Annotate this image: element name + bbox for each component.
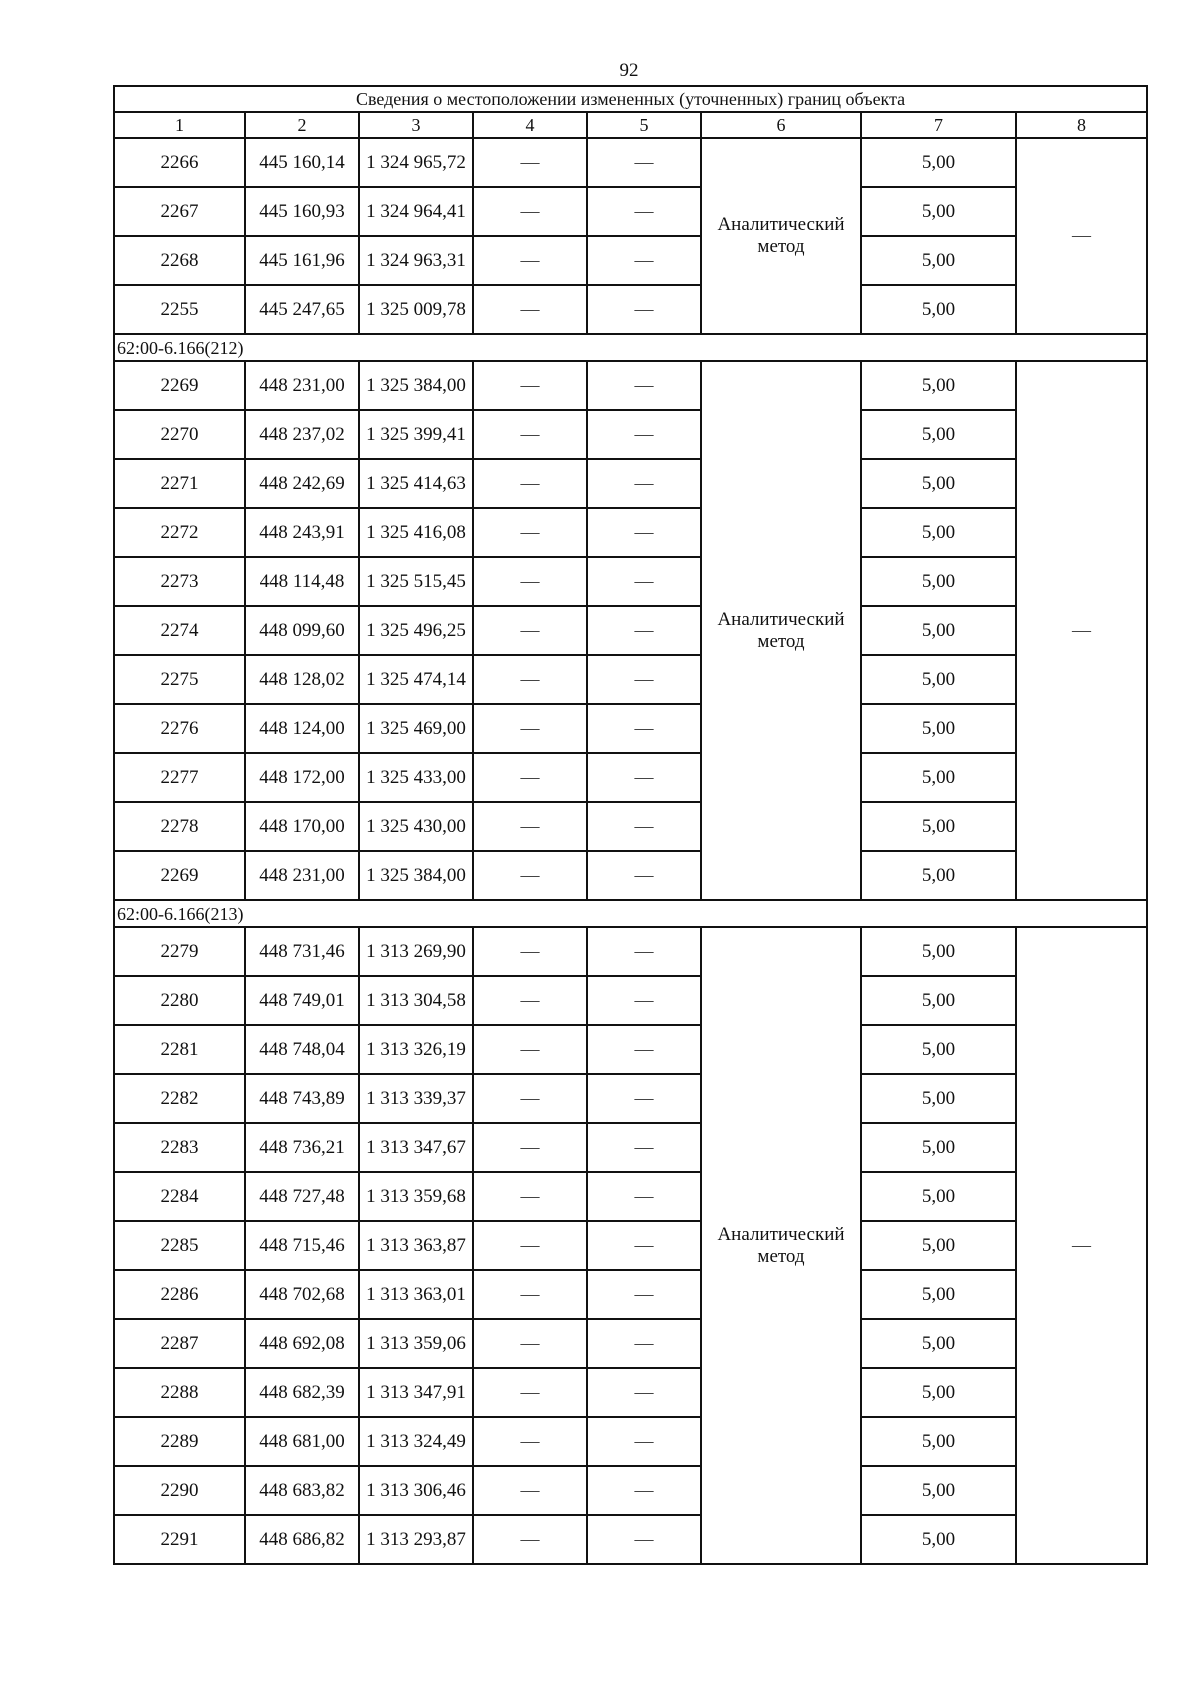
col5-value: — bbox=[587, 655, 701, 704]
table-row bbox=[114, 1123, 1147, 1172]
coord-x: 448 682,39 bbox=[245, 1368, 359, 1417]
table-row bbox=[114, 1221, 1147, 1270]
point-number: 2281 bbox=[114, 1025, 245, 1074]
point-number: 2287 bbox=[114, 1319, 245, 1368]
table-row bbox=[114, 138, 1147, 187]
col5-value: — bbox=[587, 1270, 701, 1319]
point-number: 2286 bbox=[114, 1270, 245, 1319]
col5-value: — bbox=[587, 557, 701, 606]
col4-value: — bbox=[473, 704, 587, 753]
col5-value: — bbox=[587, 606, 701, 655]
coord-x: 448 727,48 bbox=[245, 1172, 359, 1221]
accuracy-value: 5,00 bbox=[861, 1417, 1016, 1466]
table-row bbox=[114, 557, 1147, 606]
col5-value: — bbox=[587, 1172, 701, 1221]
col5-value: — bbox=[587, 1319, 701, 1368]
point-number: 2289 bbox=[114, 1417, 245, 1466]
col5-value: — bbox=[587, 138, 701, 187]
coord-y: 1 313 347,67 bbox=[359, 1123, 473, 1172]
col4-value: — bbox=[473, 459, 587, 508]
point-number: 2277 bbox=[114, 753, 245, 802]
coord-x: 448 237,02 bbox=[245, 410, 359, 459]
accuracy-value: 5,00 bbox=[861, 802, 1016, 851]
coord-x: 448 743,89 bbox=[245, 1074, 359, 1123]
col5-value: — bbox=[587, 851, 701, 900]
point-number: 2270 bbox=[114, 410, 245, 459]
boundary-coordinates-table bbox=[113, 85, 1148, 1565]
accuracy-value: 5,00 bbox=[861, 1270, 1016, 1319]
col4-value: — bbox=[473, 1515, 587, 1564]
accuracy-value: 5,00 bbox=[861, 285, 1016, 334]
col4-value: — bbox=[473, 1074, 587, 1123]
table-body bbox=[114, 86, 1147, 1564]
col5-value: — bbox=[587, 1515, 701, 1564]
coord-x: 448 231,00 bbox=[245, 851, 359, 900]
table-row bbox=[114, 1025, 1147, 1074]
col5-value: — bbox=[587, 459, 701, 508]
table-row bbox=[114, 361, 1147, 410]
table-row bbox=[114, 1466, 1147, 1515]
coord-y: 1 325 496,25 bbox=[359, 606, 473, 655]
col4-value: — bbox=[473, 236, 587, 285]
coord-y: 1 313 306,46 bbox=[359, 1466, 473, 1515]
col5-value: — bbox=[587, 1368, 701, 1417]
coord-y: 1 313 339,37 bbox=[359, 1074, 473, 1123]
section-header-row bbox=[114, 334, 1147, 361]
point-number: 2276 bbox=[114, 704, 245, 753]
table-row bbox=[114, 285, 1147, 334]
accuracy-value: 5,00 bbox=[861, 138, 1016, 187]
column-number: 2 bbox=[245, 112, 359, 138]
accuracy-value: 5,00 bbox=[861, 1123, 1016, 1172]
col4-value: — bbox=[473, 1172, 587, 1221]
point-number: 2272 bbox=[114, 508, 245, 557]
coord-y: 1 324 963,31 bbox=[359, 236, 473, 285]
accuracy-value: 5,00 bbox=[861, 753, 1016, 802]
col4-value: — bbox=[473, 851, 587, 900]
col5-value: — bbox=[587, 1074, 701, 1123]
accuracy-value: 5,00 bbox=[861, 606, 1016, 655]
accuracy-value: 5,00 bbox=[861, 1074, 1016, 1123]
table-row bbox=[114, 655, 1147, 704]
column-number: 3 bbox=[359, 112, 473, 138]
accuracy-value: 5,00 bbox=[861, 459, 1016, 508]
accuracy-value: 5,00 bbox=[861, 410, 1016, 459]
coord-y: 1 313 363,01 bbox=[359, 1270, 473, 1319]
col4-value: — bbox=[473, 187, 587, 236]
coord-y: 1 324 965,72 bbox=[359, 138, 473, 187]
accuracy-value: 5,00 bbox=[861, 557, 1016, 606]
point-number: 2269 bbox=[114, 361, 245, 410]
col4-value: — bbox=[473, 927, 587, 976]
table-row bbox=[114, 236, 1147, 285]
col4-value: — bbox=[473, 508, 587, 557]
table-row bbox=[114, 410, 1147, 459]
point-number: 2255 bbox=[114, 285, 245, 334]
col5-value: — bbox=[587, 1123, 701, 1172]
table-row bbox=[114, 1074, 1147, 1123]
coord-x: 445 161,96 bbox=[245, 236, 359, 285]
accuracy-value: 5,00 bbox=[861, 1025, 1016, 1074]
column-number-row bbox=[114, 112, 1147, 138]
col4-value: — bbox=[473, 285, 587, 334]
table-row bbox=[114, 802, 1147, 851]
column-number: 8 bbox=[1016, 112, 1147, 138]
table-row bbox=[114, 459, 1147, 508]
accuracy-value: 5,00 bbox=[861, 361, 1016, 410]
column-number: 7 bbox=[861, 112, 1016, 138]
coord-x: 448 243,91 bbox=[245, 508, 359, 557]
coord-x: 445 160,93 bbox=[245, 187, 359, 236]
table-caption-row bbox=[114, 86, 1147, 112]
coord-y: 1 325 414,63 bbox=[359, 459, 473, 508]
coord-x: 448 749,01 bbox=[245, 976, 359, 1025]
coord-y: 1 325 384,00 bbox=[359, 361, 473, 410]
coord-y: 1 325 416,08 bbox=[359, 508, 473, 557]
table-caption: Сведения о местоположении измененных (уточненных) границ объекта bbox=[114, 86, 1147, 112]
accuracy-value: 5,00 bbox=[861, 1368, 1016, 1417]
col4-value: — bbox=[473, 753, 587, 802]
coord-y: 1 325 433,00 bbox=[359, 753, 473, 802]
coord-x: 448 099,60 bbox=[245, 606, 359, 655]
point-number: 2269 bbox=[114, 851, 245, 900]
table-row bbox=[114, 1319, 1147, 1368]
table-row bbox=[114, 1172, 1147, 1221]
point-number: 2288 bbox=[114, 1368, 245, 1417]
coord-x: 448 114,48 bbox=[245, 557, 359, 606]
coord-y: 1 313 347,91 bbox=[359, 1368, 473, 1417]
point-number: 2271 bbox=[114, 459, 245, 508]
point-number: 2285 bbox=[114, 1221, 245, 1270]
coord-y: 1 313 359,06 bbox=[359, 1319, 473, 1368]
accuracy-value: 5,00 bbox=[861, 1172, 1016, 1221]
col5-value: — bbox=[587, 753, 701, 802]
col8-value: — bbox=[1016, 361, 1147, 900]
point-number: 2279 bbox=[114, 927, 245, 976]
col4-value: — bbox=[473, 1123, 587, 1172]
table-row bbox=[114, 1368, 1147, 1417]
table-row bbox=[114, 976, 1147, 1025]
coord-y: 1 313 363,87 bbox=[359, 1221, 473, 1270]
accuracy-value: 5,00 bbox=[861, 976, 1016, 1025]
accuracy-value: 5,00 bbox=[861, 1466, 1016, 1515]
coord-x: 448 731,46 bbox=[245, 927, 359, 976]
column-number: 4 bbox=[473, 112, 587, 138]
accuracy-value: 5,00 bbox=[861, 508, 1016, 557]
col4-value: — bbox=[473, 802, 587, 851]
coord-x: 448 242,69 bbox=[245, 459, 359, 508]
col4-value: — bbox=[473, 655, 587, 704]
coord-x: 448 686,82 bbox=[245, 1515, 359, 1564]
point-number: 2268 bbox=[114, 236, 245, 285]
section-header-row bbox=[114, 900, 1147, 927]
col4-value: — bbox=[473, 1270, 587, 1319]
column-number: 5 bbox=[587, 112, 701, 138]
coord-x: 448 702,68 bbox=[245, 1270, 359, 1319]
table-row bbox=[114, 606, 1147, 655]
point-number: 2284 bbox=[114, 1172, 245, 1221]
table-row bbox=[114, 1270, 1147, 1319]
col4-value: — bbox=[473, 1221, 587, 1270]
column-number: 6 bbox=[701, 112, 861, 138]
coord-y: 1 313 326,19 bbox=[359, 1025, 473, 1074]
coord-y: 1 313 304,58 bbox=[359, 976, 473, 1025]
col4-value: — bbox=[473, 1417, 587, 1466]
coord-y: 1 325 515,45 bbox=[359, 557, 473, 606]
col5-value: — bbox=[587, 802, 701, 851]
coord-x: 448 681,00 bbox=[245, 1417, 359, 1466]
coord-y: 1 313 269,90 bbox=[359, 927, 473, 976]
accuracy-value: 5,00 bbox=[861, 655, 1016, 704]
coord-y: 1 313 359,68 bbox=[359, 1172, 473, 1221]
col4-value: — bbox=[473, 1368, 587, 1417]
table-row bbox=[114, 1417, 1147, 1466]
point-number: 2266 bbox=[114, 138, 245, 187]
col5-value: — bbox=[587, 1025, 701, 1074]
col4-value: — bbox=[473, 976, 587, 1025]
coord-x: 448 748,04 bbox=[245, 1025, 359, 1074]
method-cell: Аналитический метод bbox=[701, 927, 861, 1564]
method-cell: Аналитический метод bbox=[701, 138, 861, 334]
table-row bbox=[114, 1515, 1147, 1564]
accuracy-value: 5,00 bbox=[861, 851, 1016, 900]
col4-value: — bbox=[473, 1466, 587, 1515]
col5-value: — bbox=[587, 1466, 701, 1515]
table-row bbox=[114, 927, 1147, 976]
coord-y: 1 324 964,41 bbox=[359, 187, 473, 236]
table-row bbox=[114, 704, 1147, 753]
coord-x: 448 170,00 bbox=[245, 802, 359, 851]
point-number: 2275 bbox=[114, 655, 245, 704]
accuracy-value: 5,00 bbox=[861, 1221, 1016, 1270]
point-number: 2273 bbox=[114, 557, 245, 606]
coord-y: 1 313 324,49 bbox=[359, 1417, 473, 1466]
point-number: 2283 bbox=[114, 1123, 245, 1172]
method-cell: Аналитический метод bbox=[701, 361, 861, 900]
coord-x: 448 683,82 bbox=[245, 1466, 359, 1515]
table-row bbox=[114, 851, 1147, 900]
col4-value: — bbox=[473, 606, 587, 655]
col5-value: — bbox=[587, 508, 701, 557]
col5-value: — bbox=[587, 1417, 701, 1466]
accuracy-value: 5,00 bbox=[861, 1319, 1016, 1368]
col4-value: — bbox=[473, 1319, 587, 1368]
col8-value: — bbox=[1016, 927, 1147, 1564]
col4-value: — bbox=[473, 138, 587, 187]
point-number: 2274 bbox=[114, 606, 245, 655]
table-row bbox=[114, 187, 1147, 236]
col5-value: — bbox=[587, 410, 701, 459]
accuracy-value: 5,00 bbox=[861, 1515, 1016, 1564]
section-label: 62:00-6.166(212) bbox=[114, 334, 1147, 361]
coord-x: 448 172,00 bbox=[245, 753, 359, 802]
section-label: 62:00-6.166(213) bbox=[114, 900, 1147, 927]
coord-x: 448 128,02 bbox=[245, 655, 359, 704]
point-number: 2267 bbox=[114, 187, 245, 236]
accuracy-value: 5,00 bbox=[861, 187, 1016, 236]
col5-value: — bbox=[587, 704, 701, 753]
coord-y: 1 325 474,14 bbox=[359, 655, 473, 704]
col5-value: — bbox=[587, 1221, 701, 1270]
coord-y: 1 313 293,87 bbox=[359, 1515, 473, 1564]
accuracy-value: 5,00 bbox=[861, 704, 1016, 753]
point-number: 2278 bbox=[114, 802, 245, 851]
coord-x: 448 231,00 bbox=[245, 361, 359, 410]
coord-x: 445 160,14 bbox=[245, 138, 359, 187]
accuracy-value: 5,00 bbox=[861, 927, 1016, 976]
column-number: 1 bbox=[114, 112, 245, 138]
col4-value: — bbox=[473, 1025, 587, 1074]
col4-value: — bbox=[473, 410, 587, 459]
page-number: 92 bbox=[619, 60, 639, 81]
coord-x: 448 736,21 bbox=[245, 1123, 359, 1172]
point-number: 2290 bbox=[114, 1466, 245, 1515]
coord-x: 448 715,46 bbox=[245, 1221, 359, 1270]
col5-value: — bbox=[587, 976, 701, 1025]
table-row bbox=[114, 753, 1147, 802]
coord-y: 1 325 399,41 bbox=[359, 410, 473, 459]
point-number: 2280 bbox=[114, 976, 245, 1025]
col5-value: — bbox=[587, 927, 701, 976]
table-row bbox=[114, 508, 1147, 557]
point-number: 2291 bbox=[114, 1515, 245, 1564]
coord-y: 1 325 009,78 bbox=[359, 285, 473, 334]
coord-x: 448 692,08 bbox=[245, 1319, 359, 1368]
col8-value: — bbox=[1016, 138, 1147, 334]
col5-value: — bbox=[587, 285, 701, 334]
coord-y: 1 325 384,00 bbox=[359, 851, 473, 900]
point-number: 2282 bbox=[114, 1074, 245, 1123]
col5-value: — bbox=[587, 187, 701, 236]
coord-x: 445 247,65 bbox=[245, 285, 359, 334]
accuracy-value: 5,00 bbox=[861, 236, 1016, 285]
col4-value: — bbox=[473, 557, 587, 606]
coord-y: 1 325 469,00 bbox=[359, 704, 473, 753]
col5-value: — bbox=[587, 361, 701, 410]
col5-value: — bbox=[587, 236, 701, 285]
coord-y: 1 325 430,00 bbox=[359, 802, 473, 851]
coord-x: 448 124,00 bbox=[245, 704, 359, 753]
col4-value: — bbox=[473, 361, 587, 410]
